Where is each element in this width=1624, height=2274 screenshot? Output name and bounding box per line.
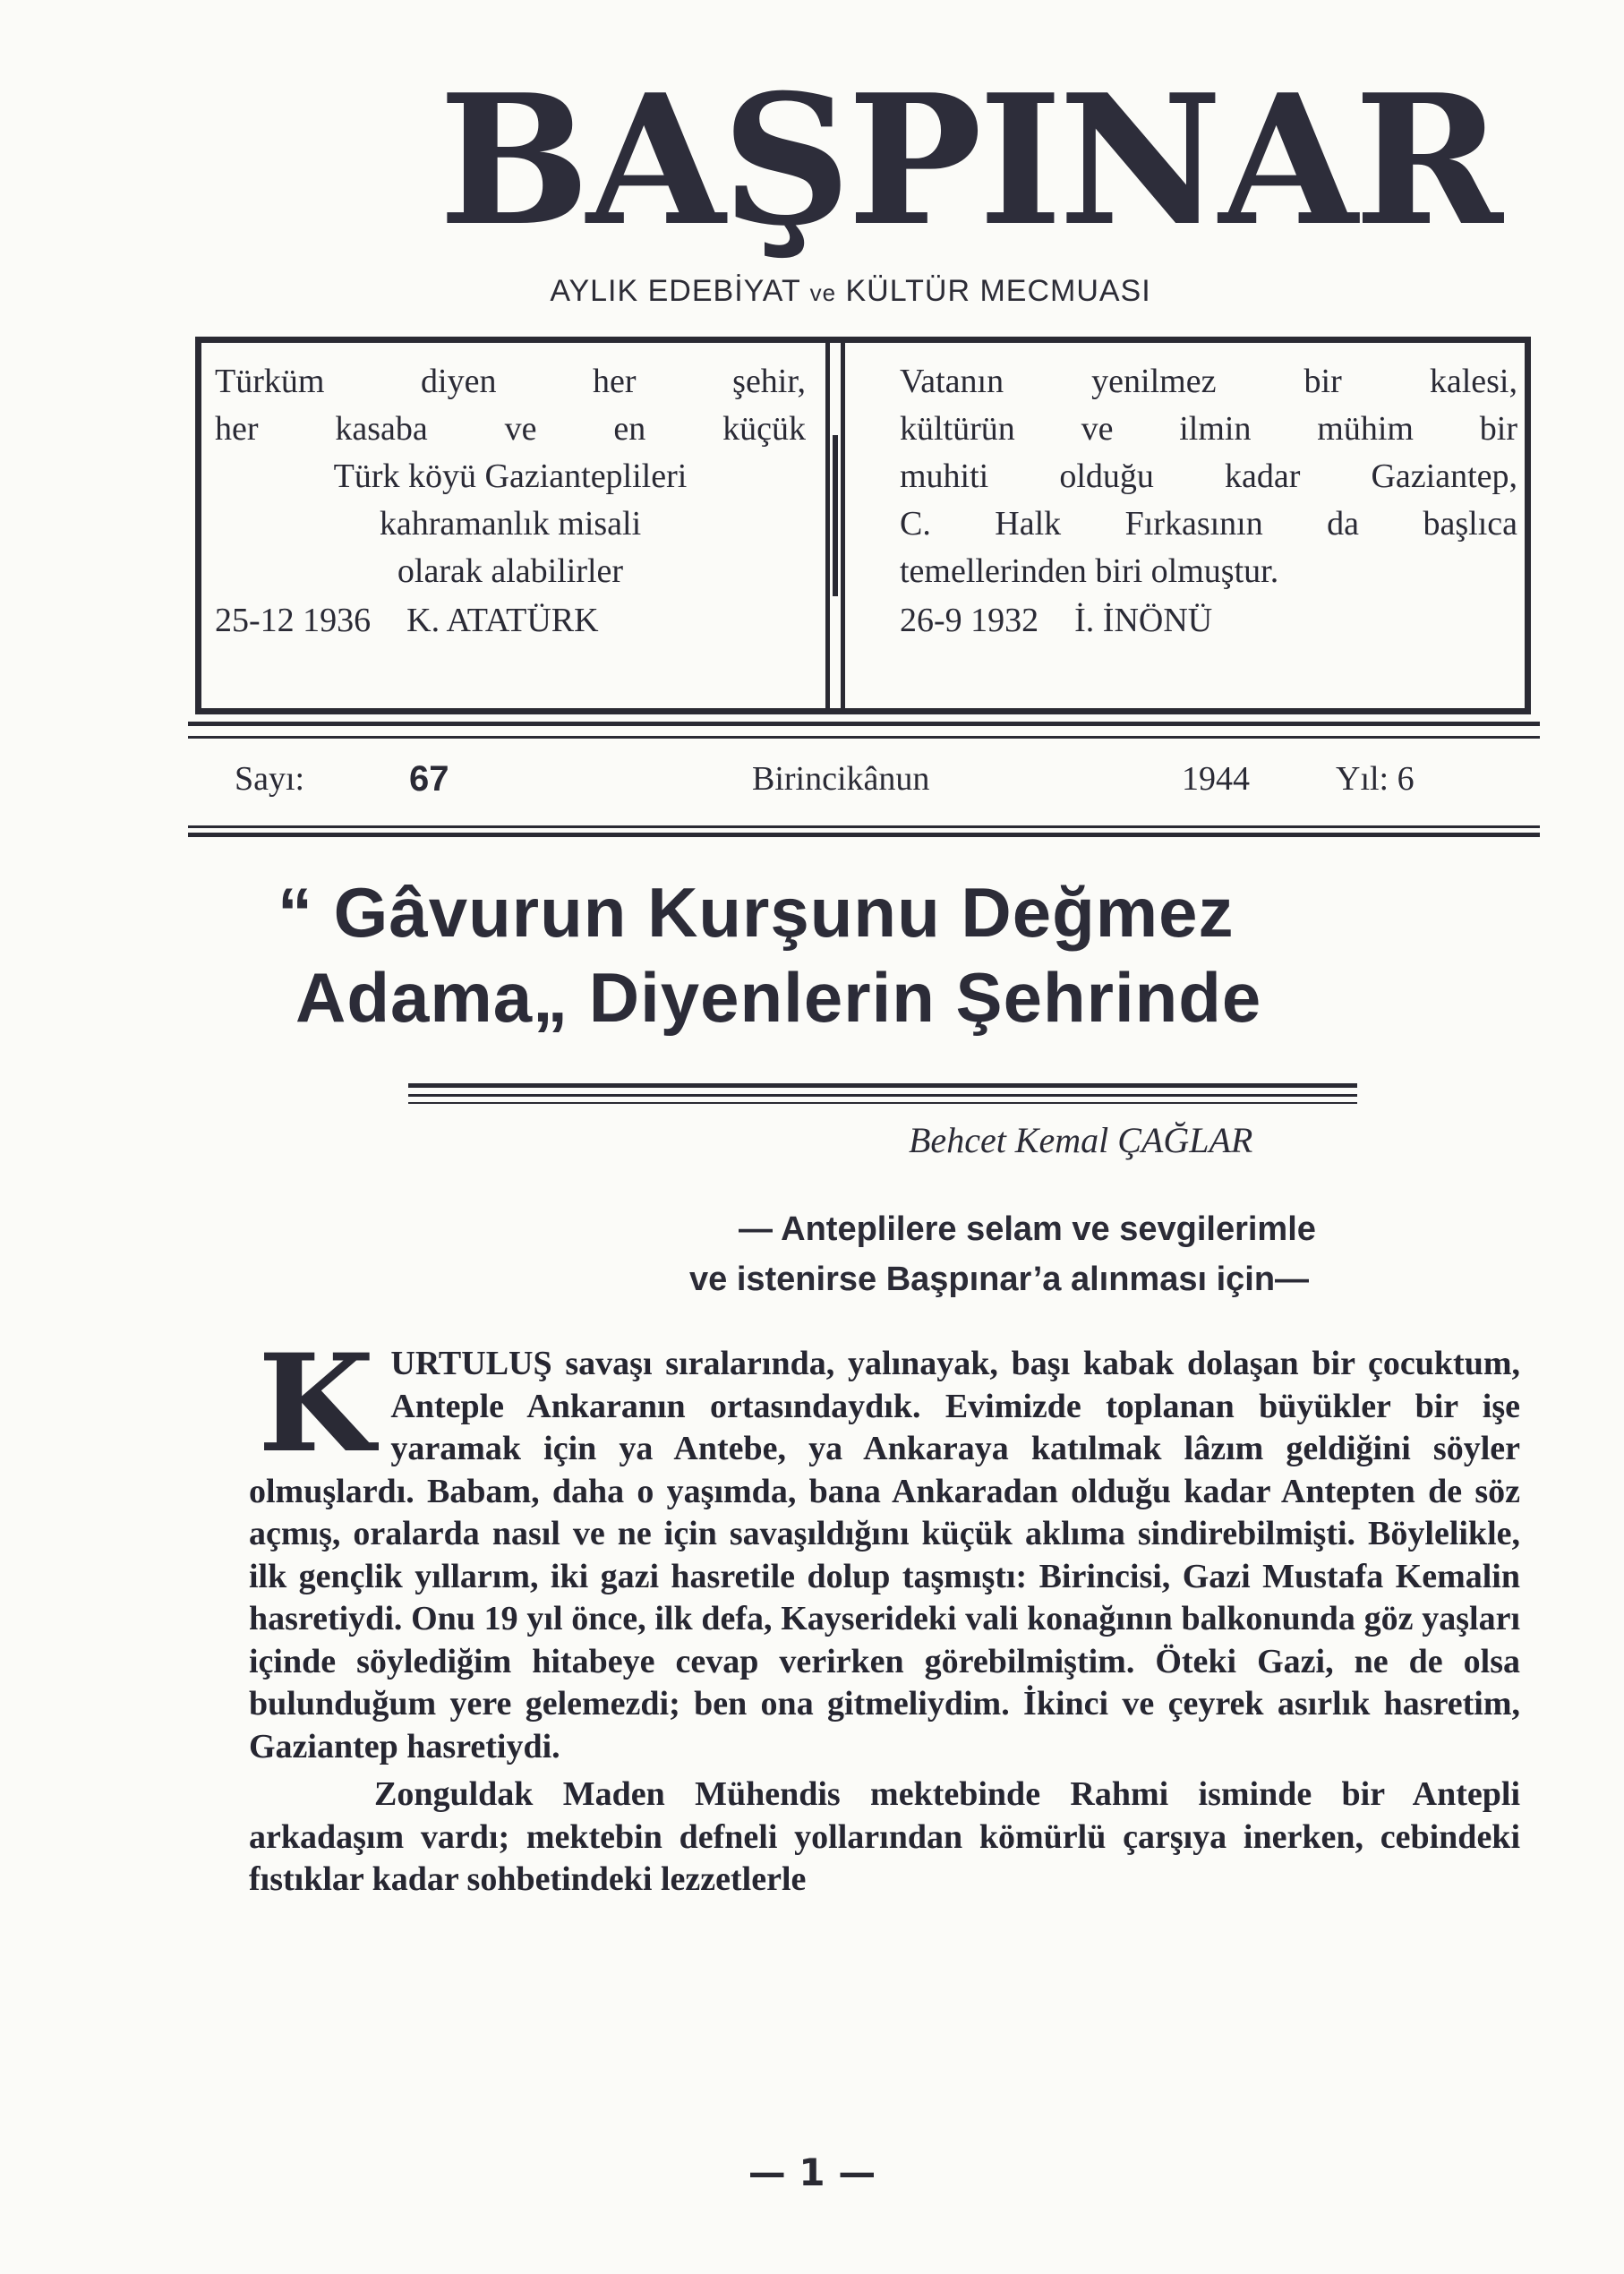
issue-month: Birincikânun: [752, 760, 930, 798]
paragraph-text: URTULUŞ savaşı sıralarında, yalınayak, başı kabak dolaşan bir çocuktum, Anteple Ankaranın ortasındaydık. Evimizde toplanan büyükler bir işe yaramak için ya Antebe, ya Ankaraya katılmak lâzım geldiğini söyler olmuşlardı. Babam, daha o yaşımda, bana Ankaradan olduğu kadar Antepten de söz açmış, oralarda nasıl ve ne için savaşıldığını küçük aklıma sindirebilmişti. Böylelikle, ilk gençlik yıllarım, iki gazi hasretile dolup taşmıştı: Birincisi, Gazi Mustafa Kemalin hasretiydi. Onu 19 yıl önce, ilk defa, Kayserideki vali konağının balkonunda göz yaşları içinde söylediğim hitabeye cevap verirken görebilmiştim. Öteki Gazi, ne de olsa bulunduğum yere gelemezdi; ben ona gitmeliydim. İkinci ve çeyrek asırlık hasretim, Gaziantep hasretiydi.: [249, 1345, 1520, 1765]
masthead-subtitle: [448, 274, 1253, 309]
headline-rule: [408, 1102, 1357, 1104]
quote-line: her kasaba ve en küçük: [215, 410, 806, 448]
masthead-title: BAŞPINAR: [439, 56, 1500, 266]
quote-line: temellerinden biri olmuştur.: [900, 552, 1279, 590]
issue-bar: [235, 757, 1506, 801]
inonu-quote: [900, 358, 1517, 645]
divider-rule: [188, 722, 1540, 726]
headline-rule: [408, 1083, 1357, 1088]
headline-line-2: Adama„ Diyenlerin Şehrinde: [295, 958, 1262, 1037]
ataturk-quote: [215, 358, 806, 645]
divider-rule: [188, 736, 1540, 739]
paragraph: [249, 1325, 1520, 1768]
divider-rule: [188, 825, 1540, 828]
page-number: — 1 —: [748, 2150, 876, 2194]
quote-line: Türküm diyen her şehir,: [215, 363, 806, 400]
issue-number: 67: [409, 759, 449, 799]
quote-signature: [900, 597, 1517, 645]
quote-line: olarak alabilirler: [397, 552, 624, 590]
quote-line: Vatanın yenilmez bir kalesi,: [900, 363, 1517, 400]
quote-signature: [215, 597, 806, 645]
quote-date: 26-9 1932: [900, 602, 1039, 639]
quote-author: İ. İNÖNÜ: [1074, 602, 1213, 639]
quote-line: kahramanlık misali: [379, 505, 642, 543]
dedication-line-2: ve istenirse Başpınar’a alınması için—: [689, 1261, 1310, 1298]
article-headline: [260, 870, 1495, 1040]
headline-rule: [408, 1094, 1357, 1097]
drop-cap: K: [258, 1325, 375, 1483]
issue-label: Sayı:: [235, 760, 305, 798]
dedication: [689, 1204, 1513, 1304]
quote-line: C. Halk Fırkasının da başlıca: [900, 505, 1517, 543]
quote-line: kültürün ve ilmin mühim bir: [900, 410, 1517, 448]
headline-line-1: “ Gâvurun Kurşunu Değmez: [278, 873, 1235, 952]
subtitle-part-a: AYLIK EDEBİYAT: [550, 274, 801, 308]
quote-line: Türk köyü Gazianteplileri: [333, 457, 688, 495]
divider-rule: [188, 833, 1540, 837]
subtitle-part-b: KÜLTÜR MECMUASI: [845, 274, 1151, 308]
quote-line: muhiti olduğu kadar Gaziantep,: [900, 457, 1517, 495]
subtitle-ve: ve: [809, 279, 837, 306]
paragraph: Zonguldak Maden Mühendis mektebinde Rahmi isminde bir Antepli arkadaşım vardı; mektebin defneli yollarından kömürlü çarşıya inerken, cebindeki fıstıklar kadar sohbetindeki lezzetlerle: [249, 1775, 1520, 1898]
quote-date: 25-12 1936: [215, 602, 372, 639]
article-body: [249, 1325, 1520, 1902]
dedication-line-1: — Anteplilere selam ve sevgilerimle: [739, 1210, 1316, 1248]
article-author: Behcet Kemal ÇAĞLAR: [909, 1120, 1253, 1160]
issue-year: 1944: [1182, 760, 1250, 798]
issue-volume: Yıl: 6: [1336, 760, 1415, 798]
quote-frame-divider: [825, 337, 845, 714]
quote-author: K. ATATÜRK: [406, 602, 599, 639]
